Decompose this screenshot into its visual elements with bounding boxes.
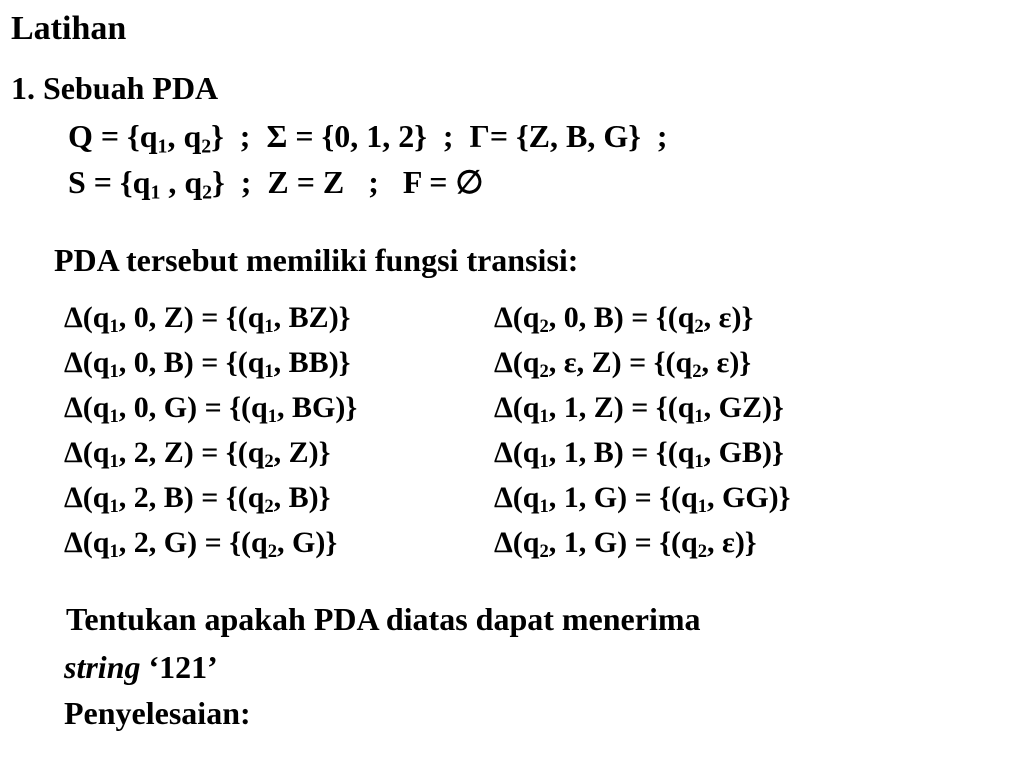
pda-definition-line-2 [68, 164, 484, 204]
subscript: 2 [202, 181, 213, 204]
transition-item [64, 481, 331, 518]
text-segment: , ε)} [707, 526, 757, 559]
text-segment: } ; Z = Z ; F = ∅ [212, 164, 484, 200]
text-segment: Δ(q [494, 526, 540, 559]
text-segment: , 2, G) = {(q [118, 526, 268, 559]
text-segment: , B)} [273, 481, 331, 514]
subscript: 1 [109, 316, 119, 338]
subscript: 2 [267, 541, 277, 563]
text-segment: , ε)} [701, 346, 752, 379]
text-segment: Δ(q [64, 481, 110, 514]
subscript: 1 [267, 406, 277, 428]
text-segment: , 0, B) = {(q [548, 301, 695, 334]
text-segment: , 0, B) = {(q [118, 346, 265, 379]
subscript: 1 [109, 406, 119, 428]
text-segment: Δ(q [494, 436, 540, 469]
subscript: 1 [109, 541, 119, 563]
text-segment: S = {q [68, 164, 151, 200]
transition-item [64, 346, 351, 383]
subscript: 1 [694, 406, 704, 428]
question-text: Tentukan apakah PDA diatas dapat menerima [66, 601, 701, 637]
text-segment: , G)} [277, 526, 338, 559]
text-segment: , GG)} [707, 481, 791, 514]
subscript: 2 [694, 316, 704, 338]
transition-item [64, 436, 331, 473]
text-segment: , GZ)} [703, 391, 784, 424]
text-segment: Δ(q [494, 391, 540, 424]
slide-title: Latihan [11, 10, 127, 47]
subscript: 2 [264, 451, 274, 473]
text-segment: , 1, B) = {(q [548, 436, 695, 469]
subscript: 1 [539, 406, 549, 428]
text-segment: Δ(q [64, 301, 110, 334]
text-segment: , 1, G) = {(q [548, 481, 698, 514]
text-segment: , BG)} [277, 391, 358, 424]
transition-item [494, 481, 791, 518]
subscript: 1 [157, 135, 168, 158]
subscript: 2 [697, 541, 707, 563]
transition-item [494, 391, 784, 428]
text-segment: Δ(q [64, 526, 110, 559]
pda-definition-line-1 [68, 118, 668, 158]
subscript: 2 [539, 361, 549, 383]
text-segment: Δ(q [494, 481, 540, 514]
subscript: 1 [109, 451, 119, 473]
transition-item [494, 301, 754, 338]
transition-item [64, 391, 358, 428]
text-segment: Δ(q [494, 301, 540, 334]
subscript: 1 [694, 451, 704, 473]
text-segment: , 1, G) = {(q [548, 526, 698, 559]
problem-heading: 1. Sebuah PDA [11, 70, 219, 106]
subscript: 1 [697, 496, 707, 518]
text-segment: Δ(q [64, 436, 110, 469]
solution-label: Penyelesaian: [64, 695, 251, 731]
text-segment: , 2, Z) = {(q [118, 436, 265, 469]
subscript: 2 [692, 361, 702, 383]
text-segment: , 0, Z) = {(q [118, 301, 265, 334]
text-segment: Δ(q [64, 391, 110, 424]
text-segment: Q = {q [68, 118, 158, 154]
subscript: 1 [109, 496, 119, 518]
subscript: 1 [539, 451, 549, 473]
text-segment: , q [167, 118, 202, 154]
text-segment: , BZ)} [273, 301, 351, 334]
text-segment: , BB)} [273, 346, 351, 379]
transition-item [494, 436, 784, 473]
text-segment: , 0, G) = {(q [118, 391, 268, 424]
subscript: 1 [539, 496, 549, 518]
subscript: 2 [201, 135, 212, 158]
subscript: 1 [109, 361, 119, 383]
string-value: ‘121’ [140, 649, 218, 685]
text-segment: } ; Σ = {0, 1, 2} ; Γ= {Z, B, G} ; [211, 118, 668, 154]
transition-intro: PDA tersebut memiliki fungsi transisi: [54, 242, 579, 278]
question-string [64, 651, 218, 683]
subscript: 2 [539, 541, 549, 563]
text-segment: , 1, Z) = {(q [548, 391, 695, 424]
text-segment: , Z)} [273, 436, 331, 469]
transition-item [494, 346, 752, 383]
transition-item [64, 526, 338, 563]
subscript: 1 [150, 181, 161, 204]
text-segment: Δ(q [64, 346, 110, 379]
text-segment: Δ(q [494, 346, 540, 379]
transition-item [494, 526, 757, 563]
text-segment: , ε)} [703, 301, 754, 334]
text-segment: , 2, B) = {(q [118, 481, 265, 514]
text-segment: , ε, Z) = {(q [548, 346, 693, 379]
subscript: 1 [264, 316, 274, 338]
subscript: 1 [264, 361, 274, 383]
subscript: 2 [539, 316, 549, 338]
text-segment: , GB)} [703, 436, 784, 469]
string-word: string [64, 649, 141, 685]
transition-item [64, 301, 351, 338]
subscript: 2 [264, 496, 274, 518]
text-segment: , q [160, 164, 203, 200]
